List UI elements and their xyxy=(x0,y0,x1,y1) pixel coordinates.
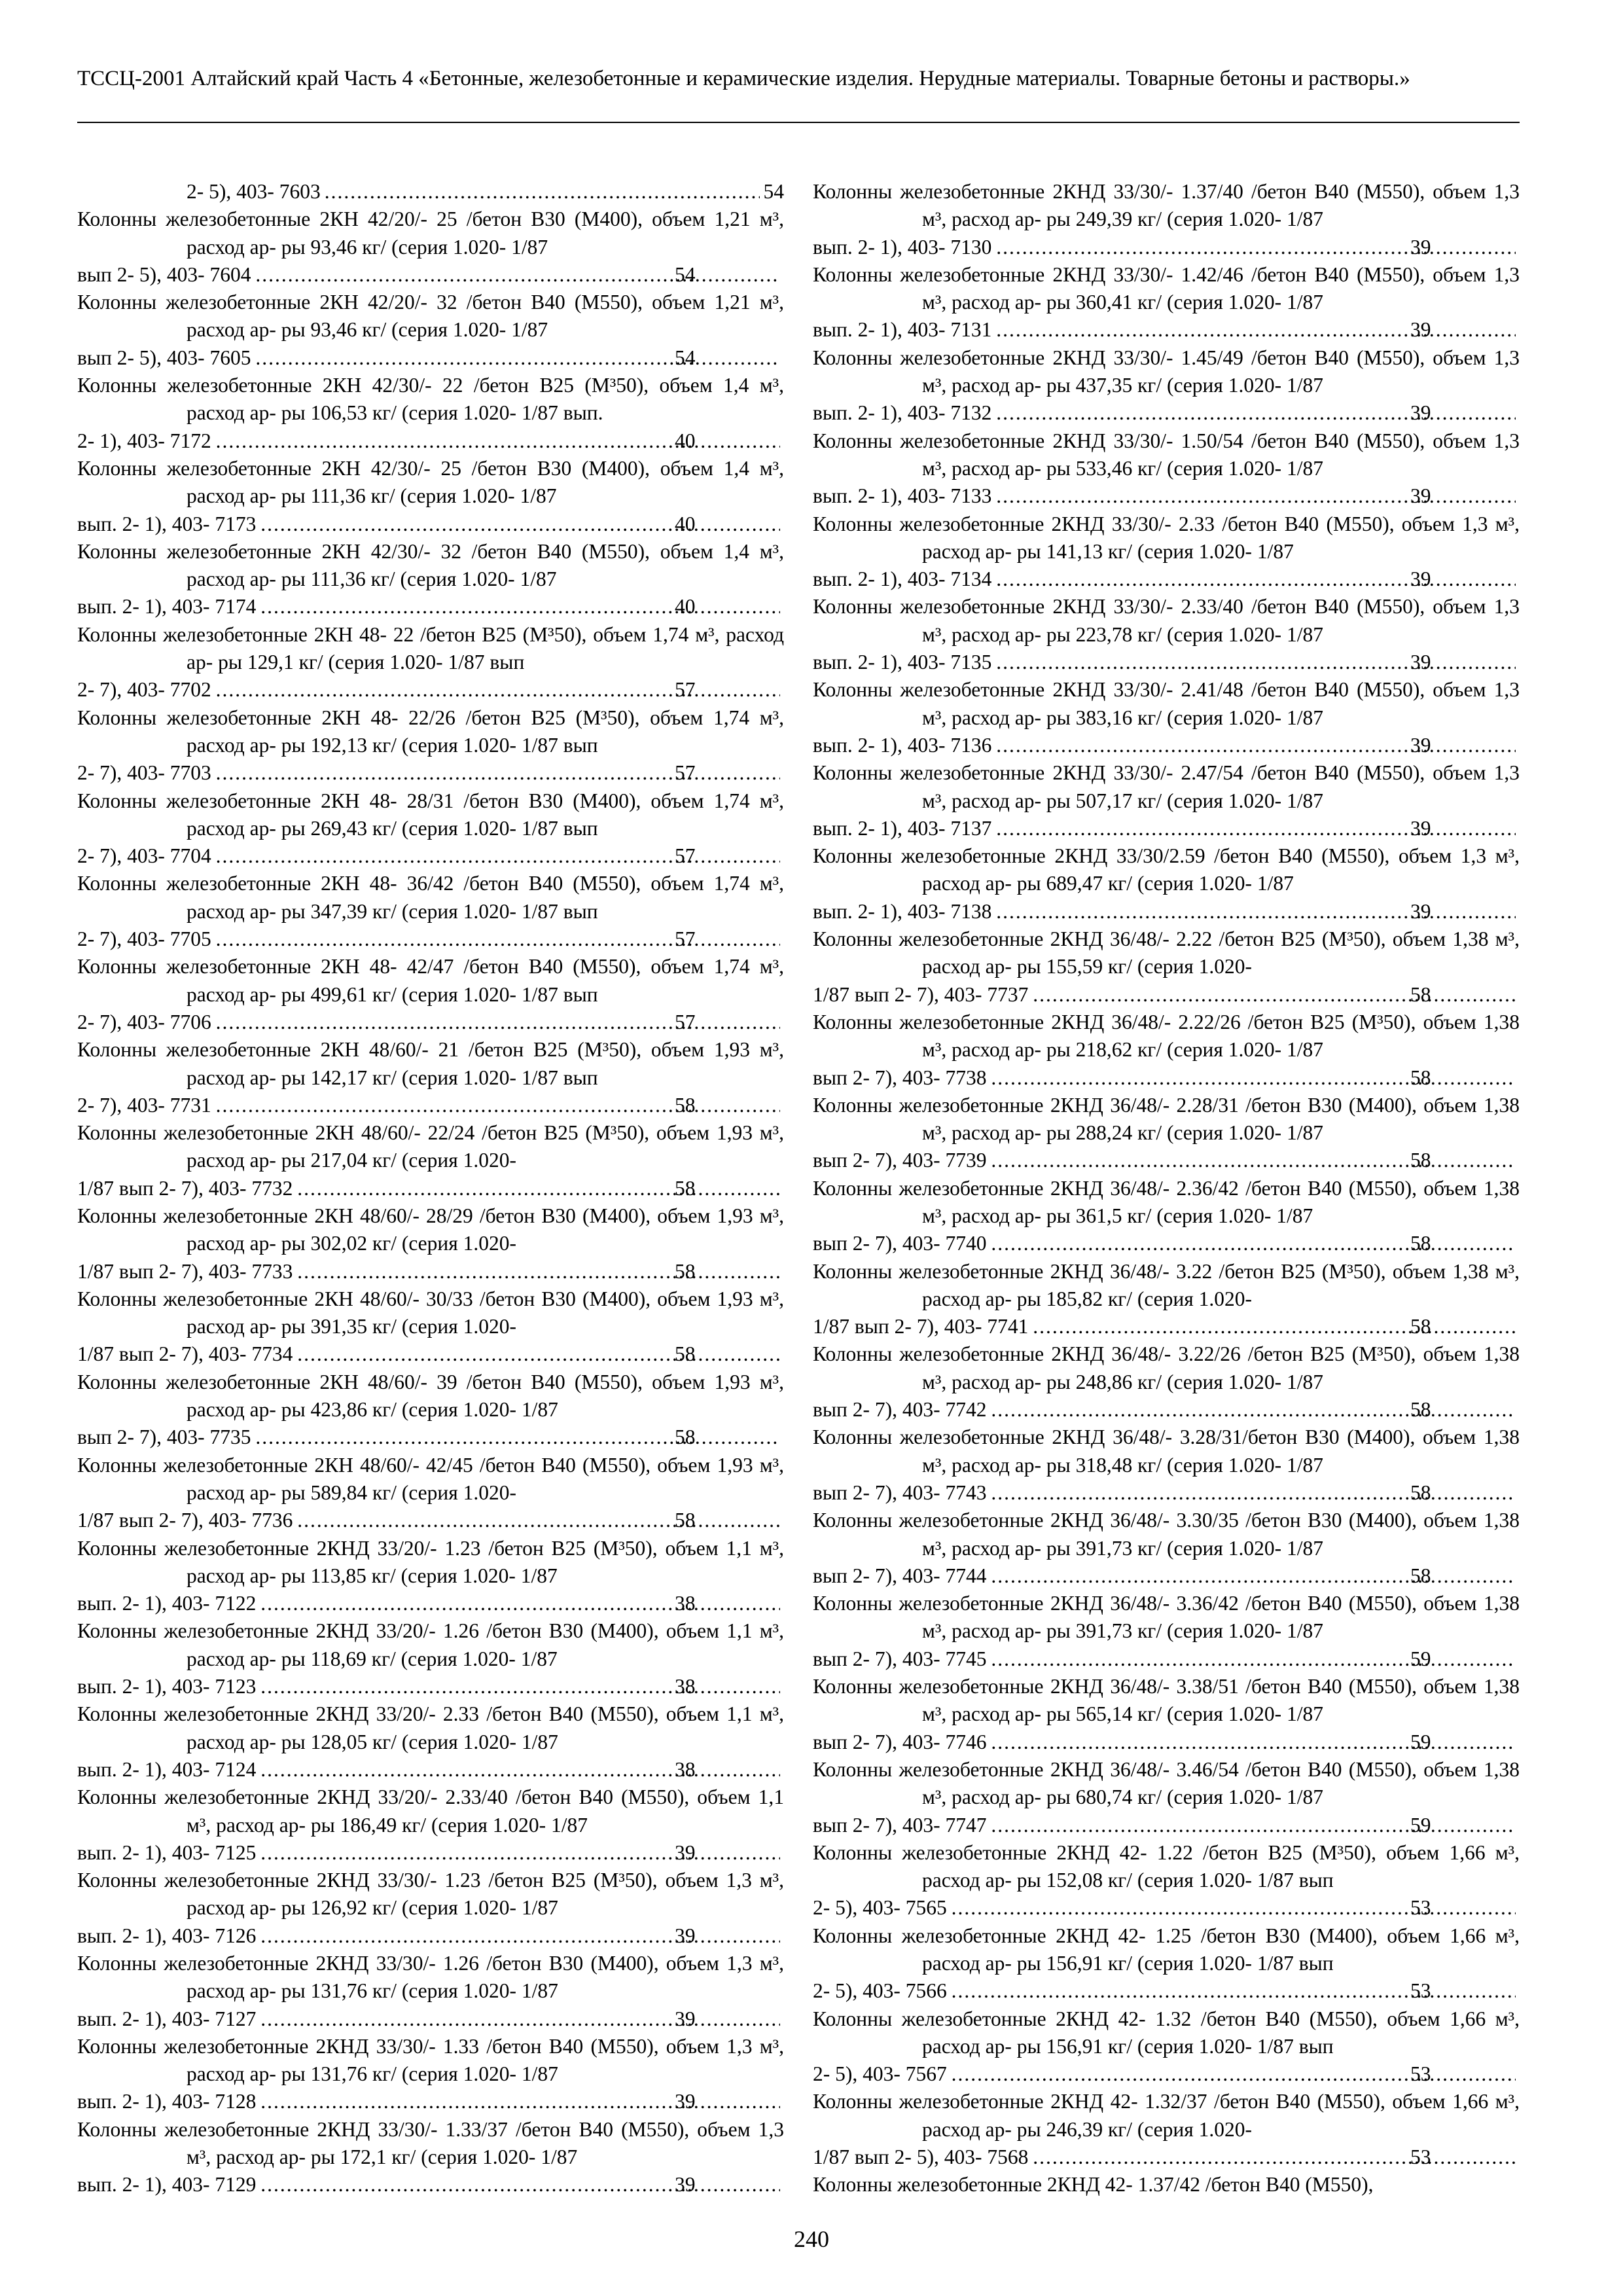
entry-reference: вып. 2- 1), 403- 7128 xyxy=(77,2090,257,2113)
dot-leader xyxy=(215,842,780,870)
dot-leader xyxy=(991,1064,1516,1092)
entry-text: Колонны железобетонные 2КН 42/30/- 32 /бетон В40 (М550), объем 1,4 м³, расход ар- ры 111,36 кг/ (серия 1.020- 1/87 xyxy=(77,539,784,591)
entry-reference: 2- 7), 403- 7704 xyxy=(77,844,211,868)
entry-reference: вып 2- 7), 403- 7747 xyxy=(813,1813,987,1837)
entry-reference-line: 2- 1), 403- 7172 ..... 40 xyxy=(187,427,784,455)
entry-reference-line: вып. 2- 1), 403- 7124 ..... 38 xyxy=(187,1756,784,1784)
entry-text: Колонны железобетонные 2КНД 33/30/- 2.33 /бетон В40 (М550), объем 1,3 м³, расход ар- ры 141,13 кг/ (серия 1.020- 1/87 xyxy=(813,512,1520,563)
index-entry xyxy=(813,2088,1520,2171)
entry-text: Колонны железобетонные 2КНД 42- 1.32 /бетон В40 (М550), объем 1,66 м³, расход ар- ры 156,91 кг/ (серия 1.020- 1/87 вып xyxy=(813,2007,1520,2058)
entry-reference-line: вып. 2- 1), 403- 7127 ..... 39 xyxy=(187,2005,784,2033)
index-entry xyxy=(813,511,1520,594)
dot-leader xyxy=(991,1812,1516,1839)
entry-text: Колонны железобетонные 2КНД 36/48/- 3.30/35 /бетон В30 (М400), объем 1,38 м³, расход ар- ры 391,73 кг/ (серия 1.020- 1/87 xyxy=(813,1509,1520,1560)
entry-reference-line: вып 2- 5), 403- 7604 ..... 54 xyxy=(187,261,784,289)
entry-reference: 2- 5), 403- 7565 xyxy=(813,1896,947,1920)
dot-leader xyxy=(995,482,1516,510)
index-entry xyxy=(813,842,1520,925)
index-entry xyxy=(813,1424,1520,1507)
index-entry xyxy=(77,870,784,953)
dot-leader xyxy=(995,732,1516,759)
dot-leader xyxy=(255,261,781,289)
dot-leader xyxy=(215,1009,780,1036)
entry-reference: вып. 2- 1), 403- 7132 xyxy=(813,401,992,425)
entry-text: Колонны железобетонные 2КН 48- 22/26 /бетон В25 (М³50), объем 1,74 м³, расход ар- ры 192,13 кг/ (серия 1.020- 1/87 вып xyxy=(77,706,784,757)
index-entry xyxy=(813,1258,1520,1341)
dot-leader xyxy=(260,1590,780,1617)
entry-reference: вып 2- 7), 403- 7735 xyxy=(77,1426,251,1449)
entry-text: Колонны железобетонные 2КНД 36/48/- 2.36/42 /бетон В40 (М550), объем 1,38 м³, расход ар- ры 361,5 кг/ (серия 1.020- 1/87 xyxy=(813,1176,1520,1227)
dot-leader xyxy=(995,649,1516,676)
index-column-right xyxy=(813,178,1520,2199)
entry-reference-line: 1/87 вып 2- 7), 403- 7734 ..... 58 xyxy=(187,1340,784,1368)
index-entry xyxy=(813,427,1520,511)
entry-text: Колонны железобетонные 2КНД 33/30/- 1.37/40 /бетон В40 (М550), объем 1,3 м³, расход ар- ры 249,39 кг/ (серия 1.020- 1/87 xyxy=(813,180,1520,231)
entry-reference: вып. 2- 1), 403- 7131 xyxy=(813,318,992,342)
dot-leader xyxy=(995,815,1516,842)
entry-reference-line: вып 2- 7), 403- 7744 ..... 58 xyxy=(922,1562,1520,1590)
entry-text: Колонны железобетонные 2КНД 33/20/- 2.33 /бетон В40 (М550), объем 1,1 м³, расход ар- ры 128,05 кг/ (серия 1.020- 1/87 xyxy=(77,1702,784,1753)
entry-reference-line: вып. 2- 1), 403- 7131 ..... 39 xyxy=(922,316,1520,344)
entry-reference: вып. 2- 1), 403- 7127 xyxy=(77,2007,257,2030)
entry-reference-line: 1/87 вып 2- 7), 403- 7733 ..... 58 xyxy=(187,1258,784,1285)
index-entry xyxy=(77,1036,784,1119)
dot-leader xyxy=(296,1340,780,1368)
dot-leader xyxy=(260,1922,780,1950)
dot-leader xyxy=(255,344,781,372)
dot-leader xyxy=(991,1396,1516,1424)
index-entry xyxy=(77,621,784,704)
index-entry xyxy=(77,1617,784,1700)
entry-text: Колонны железобетонные 2КНД 33/30/- 2.41/48 /бетон В40 (М550), объем 1,3 м³, расход ар- ры 383,16 кг/ (серия 1.020- 1/87 xyxy=(813,678,1520,729)
entry-reference-line: 2- 5), 403- 7566 ..... 53 xyxy=(922,1977,1520,2005)
entry-reference-line: вып 2- 7), 403- 7745 ..... 59 xyxy=(922,1645,1520,1673)
entry-reference: вып. 2- 1), 403- 7126 xyxy=(77,1924,257,1947)
entry-reference: вып. 2- 1), 403- 7129 xyxy=(77,2173,257,2197)
entry-text: Колонны железобетонные 2КН 48/60/- 39 /бетон В40 (М550), объем 1,93 м³, расход ар- ры 423,86 кг/ (серия 1.020- 1/87 xyxy=(77,1370,784,1422)
index-entry xyxy=(813,1756,1520,1839)
entry-text: Колонны железобетонные 2КНД 36/48/- 3.22/26 /бетон В25 (М³50), объем 1,38 м³, расход ар- ры 248,86 кг/ (серия 1.020- 1/87 xyxy=(813,1342,1520,1393)
entry-text: Колонны железобетонные 2КНД 36/48/- 3.22 /бетон В25 (М³50), объем 1,38 м³, расход ар- ры 185,82 кг/ (серия 1.020- xyxy=(813,1259,1520,1310)
entry-reference-line: вып. 2- 1), 403- 7122 ..... 38 xyxy=(187,1590,784,1617)
index-entry xyxy=(77,1285,784,1369)
entry-reference: вып. 2- 1), 403- 7124 xyxy=(77,1757,257,1781)
entry-reference-line: вып. 2- 1), 403- 7123 ..... 38 xyxy=(187,1673,784,1700)
index-entry xyxy=(813,1507,1520,1590)
index-entry xyxy=(77,1784,784,1867)
entry-text: Колонны железобетонные 2КН 42/30/- 25 /бетон В30 (М400), объем 1,4 м³, расход ар- ры 111,36 кг/ (серия 1.020- 1/87 xyxy=(77,456,784,508)
dot-leader xyxy=(995,898,1516,925)
page-header: ТССЦ-2001 Алтайский край Часть 4 «Бетонные, железобетонные и керамические изделия. Нерудные материалы. Товарные бетоны и растворы.» xyxy=(77,67,1410,90)
entry-reference: вып 2- 7), 403- 7743 xyxy=(813,1480,987,1504)
entry-reference-line: вып 2- 7), 403- 7735 ..... 58 xyxy=(187,1424,784,1451)
index-entry xyxy=(77,704,784,787)
entry-reference: вып. 2- 1), 403- 7134 xyxy=(813,567,992,591)
entry-reference: 2- 7), 403- 7731 xyxy=(77,1093,211,1117)
dot-leader xyxy=(260,2171,780,2198)
entry-reference: 2- 5), 403- 7566 xyxy=(813,1979,947,2003)
dot-leader xyxy=(296,1507,780,1534)
entry-reference: вып. 2- 1), 403- 7137 xyxy=(813,816,992,840)
entry-text: Колонны железобетонные 2КНД 42- 1.22 /бетон В25 (М³50), объем 1,66 м³, расход ар- ры 152,08 кг/ (серия 1.020- 1/87 вып xyxy=(813,1840,1520,1892)
dot-leader xyxy=(260,511,780,538)
entry-reference: вып 2- 5), 403- 7604 xyxy=(77,262,251,286)
dot-leader xyxy=(991,1729,1516,1756)
entry-text: Колонны железобетонные 2КНД 36/48/- 3.36/42 /бетон В40 (М550), объем 1,38 м³, расход ар- ры 391,73 кг/ (серия 1.020- 1/87 xyxy=(813,1592,1520,1643)
dot-leader xyxy=(215,427,780,455)
entry-text: Колонны железобетонные 2КНД 33/30/- 1.42/46 /бетон В40 (М550), объем 1,3 м³, расход ар- ры 360,41 кг/ (серия 1.020- 1/87 xyxy=(813,262,1520,314)
entry-reference: вып 2- 7), 403- 7742 xyxy=(813,1398,987,1422)
dot-leader xyxy=(260,2005,780,2033)
entry-reference-line: 1/87 вып 2- 7), 403- 7737 ..... 58 xyxy=(922,981,1520,1009)
index-entry xyxy=(813,759,1520,842)
entry-text: Колонны железобетонные 2КНД 33/30/- 1.33/37 /бетон В40 (М550), объем 1,3 м³, расход ар- ры 172,1 кг/ (серия 1.020- 1/87 xyxy=(77,2117,784,2169)
entry-reference: вып 2- 7), 403- 7744 xyxy=(813,1564,987,1587)
index-entry xyxy=(77,1119,784,1202)
index-entry xyxy=(77,1950,784,2033)
entry-reference-line: вып. 2- 1), 403- 7137 ..... 39 xyxy=(922,815,1520,842)
index-entry xyxy=(77,1700,784,1784)
entry-reference-line: вып. 2- 1), 403- 7138 ..... 39 xyxy=(922,898,1520,925)
index-entry xyxy=(813,925,1520,1009)
index-entry xyxy=(813,1009,1520,1092)
entry-reference-line: вып. 2- 1), 403- 7130 ..... 39 xyxy=(922,234,1520,261)
entry-text: Колонны железобетонные 2КНД 42- 1.32/37 /бетон В40 (М550), объем 1,66 м³, расход ар- ры 246,39 кг/ (серия 1.020- xyxy=(813,2090,1520,2141)
entry-reference: 2- 5), 403- 7567 xyxy=(813,2062,947,2086)
dot-leader xyxy=(991,1645,1516,1673)
dot-leader xyxy=(215,759,780,787)
entry-text: Колонны железобетонные 2КНД 36/48/- 2.22/26 /бетон В25 (М³50), объем 1,38 м³, расход ар- ры 218,62 кг/ (серия 1.020- 1/87 xyxy=(813,1010,1520,1062)
entry-reference: вып 2- 7), 403- 7746 xyxy=(813,1730,987,1753)
entry-reference-line: вып. 2- 1), 403- 7125 ..... 39 xyxy=(187,1839,784,1867)
dot-leader xyxy=(951,2060,1516,2088)
entry-reference: 2- 7), 403- 7706 xyxy=(77,1010,211,1033)
index-entry xyxy=(813,2005,1520,2089)
entry-reference: вып 2- 7), 403- 7740 xyxy=(813,1232,987,1255)
entry-reference-line: вып. 2- 1), 403- 7133 ..... 39 xyxy=(922,482,1520,510)
entry-text: Колонны железобетонные 2КНД 33/30/- 2.47/54 /бетон В40 (М550), объем 1,3 м³, расход ар- ры 507,17 кг/ (серия 1.020- 1/87 xyxy=(813,761,1520,812)
entry-reference-line: вып. 2- 1), 403- 7129 ..... 39 xyxy=(187,2171,784,2198)
dot-leader xyxy=(296,1258,780,1285)
entry-reference: 1/87 вып 2- 7), 403- 7733 xyxy=(77,1259,293,1283)
entry-reference: 1/87 вып 2- 7), 403- 7736 xyxy=(77,1509,293,1532)
entry-reference-line: 2- 7), 403- 7702 ..... 57 xyxy=(187,676,784,704)
entry-text: Колонны железобетонные 2КНД 36/48/- 2.28/31 /бетон В30 (М400), объем 1,38 м³, расход ар- ры 288,24 кг/ (серия 1.020- 1/87 xyxy=(813,1093,1520,1145)
entry-reference-line: вып. 2- 1), 403- 7173 ..... 40 xyxy=(187,511,784,538)
index-entry xyxy=(77,372,784,455)
dot-leader xyxy=(995,316,1516,344)
entry-text: Колонны железобетонные 2КНД 33/30/- 1.45/49 /бетон В40 (М550), объем 1,3 м³, расход ар- ры 437,35 кг/ (серия 1.020- 1/87 xyxy=(813,346,1520,397)
index-entry xyxy=(813,1590,1520,1673)
entry-reference: вып. 2- 1), 403- 7136 xyxy=(813,733,992,757)
entry-reference: 2- 5), 403- 7603 xyxy=(187,180,321,203)
entry-text: Колонны железобетонные 2КНД 42- 1.25 /бетон В30 (М400), объем 1,66 м³, расход ар- ры 156,91 кг/ (серия 1.020- 1/87 вып xyxy=(813,1924,1520,1975)
entry-reference: вып. 2- 1), 403- 7130 xyxy=(813,235,992,259)
entry-reference-line: 2- 7), 403- 7731 ..... 58 xyxy=(187,1092,784,1119)
entry-reference-line: вып 2- 7), 403- 7743 ..... 58 xyxy=(922,1479,1520,1507)
entry-reference: 1/87 вып 2- 7), 403- 7734 xyxy=(77,1342,293,1366)
entry-reference-line: вып. 2- 1), 403- 7136 ..... 39 xyxy=(922,732,1520,759)
dot-leader xyxy=(215,925,780,953)
dot-leader xyxy=(260,1839,780,1867)
index-entry xyxy=(77,1535,784,1618)
entry-reference-line: вып 2- 7), 403- 7740 ..... 58 xyxy=(922,1230,1520,1257)
entry-text: Колонны железобетонные 2КНД 36/48/- 3.46/54 /бетон В40 (М550), объем 1,38 м³, расход ар- ры 680,74 кг/ (серия 1.020- 1/87 xyxy=(813,1757,1520,1809)
index-entry xyxy=(813,1839,1520,1922)
dot-leader xyxy=(991,1147,1516,1174)
index-entry xyxy=(813,1673,1520,1756)
entry-reference-line: 2- 7), 403- 7704 ..... 57 xyxy=(187,842,784,870)
entry-text: Колонны железобетонные 2КНД 36/48/- 2.22 /бетон В25 (М³50), объем 1,38 м³, расход ар- ры 155,59 кг/ (серия 1.020- xyxy=(813,927,1520,978)
entry-reference: вып 2- 7), 403- 7739 xyxy=(813,1149,987,1172)
index-entry xyxy=(77,538,784,621)
dot-leader xyxy=(260,1756,780,1784)
entry-text: Колонны железобетонные 2КН 48- 42/47 /бетон В40 (М550), объем 1,74 м³, расход ар- ры 499,61 кг/ (серия 1.020- 1/87 вып xyxy=(77,955,784,1006)
entry-text: Колонны железобетонные 2КН 48- 28/31 /бетон В30 (М400), объем 1,74 м³, расход ар- ры 269,43 кг/ (серия 1.020- 1/87 вып xyxy=(77,789,784,840)
entry-text: Колонны железобетонные 2КН 42/20/- 25 /бетон В30 (М400), объем 1,21 м³, расход ар- ры 93,46 кг/ (серия 1.020- 1/87 xyxy=(77,207,784,259)
index-column-left xyxy=(77,178,784,2199)
index-entry xyxy=(77,455,784,538)
entry-reference-line: вып. 2- 1), 403- 7174 ..... 40 xyxy=(187,593,784,620)
index-entry xyxy=(813,1340,1520,1424)
index-entry xyxy=(813,344,1520,427)
entry-reference-line: вып. 2- 1), 403- 7128 ..... 39 xyxy=(187,2088,784,2115)
entry-text: Колонны железобетонные 2КНД 36/48/- 3.38/51 /бетон В40 (М550), объем 1,38 м³, расход ар- ры 565,14 кг/ (серия 1.020- 1/87 xyxy=(813,1675,1520,1726)
entry-text: Колонны железобетонные 2КНД 33/20/- 1.26 /бетон В30 (М400), объем 1,1 м³, расход ар- ры 118,69 кг/ (серия 1.020- 1/87 xyxy=(77,1619,784,1670)
entry-reference-line: 1/87 вып 2- 7), 403- 7736 ..... 58 xyxy=(187,1507,784,1534)
entry-reference-line: 1/87 вып 2- 7), 403- 7732 ..... 58 xyxy=(187,1175,784,1202)
index-entry xyxy=(813,593,1520,676)
entry-reference-line: 2- 5), 403- 7565 ..... 53 xyxy=(922,1894,1520,1922)
entry-reference-line: 1/87 вып 2- 5), 403- 7568 ..... 53 xyxy=(922,2144,1520,2171)
page-number: 240 xyxy=(794,2226,829,2252)
entry-reference-line: 2- 7), 403- 7705 ..... 57 xyxy=(187,925,784,953)
entry-reference: 1/87 вып 2- 7), 403- 7737 xyxy=(813,982,1029,1006)
entry-page-number: 54 xyxy=(763,180,784,203)
entry-text: Колонны железобетонные 2КН 48- 22 /бетон В25 (М³50), объем 1,74 м³, расход ар- ры 129,1 кг/ (серия 1.020- 1/87 вып xyxy=(77,622,784,674)
index-entry xyxy=(77,2116,784,2199)
entry-reference: 2- 7), 403- 7702 xyxy=(77,678,211,702)
dot-leader xyxy=(1032,981,1516,1009)
entry-reference: вып 2- 7), 403- 7745 xyxy=(813,1647,987,1670)
entry-reference-line: вып. 2- 1), 403- 7135 ..... 39 xyxy=(922,649,1520,676)
entry-text: Колонны железобетонные 2КНД 33/20/- 1.23 /бетон В25 (М³50), объем 1,1 м³, расход ар- ры 113,85 кг/ (серия 1.020- 1/87 xyxy=(77,1536,784,1587)
dot-leader xyxy=(995,399,1516,427)
index-entry xyxy=(813,178,1520,261)
entry-reference: вып 2- 7), 403- 7738 xyxy=(813,1066,987,1089)
index-entry xyxy=(77,787,784,870)
index-entry xyxy=(813,2171,1520,2198)
entry-text: Колонны железобетонные 2КН 42/20/- 32 /бетон В40 (М550), объем 1,21 м³, расход ар- ры 93,46 кг/ (серия 1.020- 1/87 xyxy=(77,291,784,342)
entry-text: Колонны железобетонные 2КН 42/30/- 22 /бетон В25 (М³50), объем 1,4 м³, расход ар- ры 106,53 кг/ (серия 1.020- 1/87 вып. xyxy=(77,374,784,425)
dot-leader xyxy=(991,1230,1516,1257)
dot-leader xyxy=(325,178,760,206)
entry-reference: вып. 2- 1), 403- 7125 xyxy=(77,1840,257,1864)
index-entry xyxy=(77,289,784,372)
entry-reference-line: вып 2- 7), 403- 7742 ..... 58 xyxy=(922,1396,1520,1424)
index-entry xyxy=(77,2033,784,2116)
dot-leader xyxy=(215,1092,780,1119)
entry-reference: вып. 2- 1), 403- 7174 xyxy=(77,595,257,619)
index-entry xyxy=(813,676,1520,759)
dot-leader xyxy=(255,1424,781,1451)
index-entry xyxy=(813,1175,1520,1258)
entry-reference-line: вып. 2- 1), 403- 7132 ..... 39 xyxy=(922,399,1520,427)
entry-text: Колонны железобетонные 2КН 48/60/- 42/45 /бетон В40 (М550), объем 1,93 м³, расход ар- ры 589,84 кг/ (серия 1.020- xyxy=(77,1453,784,1504)
entry-reference: 1/87 вып 2- 7), 403- 7741 xyxy=(813,1315,1029,1338)
entry-reference-line: вып. 2- 1), 403- 7134 ..... 39 xyxy=(922,565,1520,593)
index-entry xyxy=(77,1452,784,1535)
entry-text: Колонны железобетонные 2КН 48/60/- 22/24 /бетон В25 (М³50), объем 1,93 м³, расход ар- ры 217,04 кг/ (серия 1.020- xyxy=(77,1121,784,1172)
entry-reference-line: вып 2- 5), 403- 7605 ..... 54 xyxy=(187,344,784,372)
entry-reference-line: 1/87 вып 2- 7), 403- 7741 ..... 58 xyxy=(922,1313,1520,1340)
entry-reference-line: вып 2- 7), 403- 7739 ..... 58 xyxy=(922,1147,1520,1174)
entry-reference: 1/87 вып 2- 7), 403- 7732 xyxy=(77,1176,293,1200)
entry-text: Колонны железобетонные 2КНД 33/30/- 1.23 /бетон В25 (М³50), объем 1,3 м³, расход ар- ры 126,92 кг/ (серия 1.020- 1/87 xyxy=(77,1869,784,1920)
entry-text: Колонны железобетонные 2КНД 33/30/- 1.26 /бетон В30 (М400), объем 1,3 м³, расход ар- ры 131,76 кг/ (серия 1.020- 1/87 xyxy=(77,1952,784,2003)
entry-reference-line: 2- 7), 403- 7703 ..... 57 xyxy=(187,759,784,787)
index-entry xyxy=(77,953,784,1036)
entry-reference: вып. 2- 1), 403- 7133 xyxy=(813,484,992,508)
dot-leader xyxy=(296,1175,780,1202)
dot-leader xyxy=(991,1562,1516,1590)
entry-reference: вып 2- 5), 403- 7605 xyxy=(77,346,251,369)
entry-reference: вып. 2- 1), 403- 7135 xyxy=(813,651,992,674)
entry-text: Колонны железобетонные 2КН 48/60/- 28/29 /бетон В30 (М400), объем 1,93 м³, расход ар- ры 302,02 кг/ (серия 1.020- xyxy=(77,1204,784,1255)
index-entry xyxy=(77,178,784,206)
dot-leader xyxy=(1032,2144,1516,2171)
dot-leader xyxy=(260,593,780,620)
entry-reference-line: 2- 5), 403- 7567 ..... 53 xyxy=(922,2060,1520,2088)
entry-text: Колонны железобетонные 2КН 48/60/- 30/33 /бетон В30 (М400), объем 1,93 м³, расход ар- ры 391,35 кг/ (серия 1.020- xyxy=(77,1287,784,1338)
entry-text: Колонны железобетонные 2КНД 33/30/- 1.50/54 /бетон В40 (М550), объем 1,3 м³, расход ар- ры 533,46 кг/ (серия 1.020- 1/87 xyxy=(813,429,1520,480)
entry-reference-line: вып 2- 7), 403- 7738 ..... 58 xyxy=(922,1064,1520,1092)
entry-text: Колонны железобетонные 2КНД 33/30/- 1.33 /бетон В40 (М550), объем 1,3 м³, расход ар- ры 131,76 кг/ (серия 1.020- 1/87 xyxy=(77,2034,784,2086)
entry-reference-line: вып 2- 7), 403- 7747 ..... 59 xyxy=(922,1812,1520,1839)
entry-text: Колонны железобетонные 2КН 48/60/- 21 /бетон В25 (М³50), объем 1,93 м³, расход ар- ры 142,17 кг/ (серия 1.020- 1/87 вып xyxy=(77,1038,784,1089)
entry-reference: 2- 7), 403- 7703 xyxy=(77,761,211,785)
index-entry xyxy=(77,206,784,289)
index-entry xyxy=(813,1922,1520,2005)
entry-reference: вып. 2- 1), 403- 7173 xyxy=(77,512,257,535)
entry-reference-line: 2- 7), 403- 7706 ..... 57 xyxy=(187,1009,784,1036)
entry-text: Колонны железобетонные 2КНД 33/30/- 2.33/40 /бетон В40 (М550), объем 1,3 м³, расход ар- ры 223,78 кг/ (серия 1.020- 1/87 xyxy=(813,595,1520,646)
entry-reference: 2- 7), 403- 7705 xyxy=(77,927,211,951)
dot-leader xyxy=(951,1977,1516,2005)
dot-leader xyxy=(260,1673,780,1700)
entry-reference: 1/87 вып 2- 5), 403- 7568 xyxy=(813,2145,1029,2169)
entry-text: Колонны железобетонные 2КН 48- 36/42 /бетон В40 (М550), объем 1,74 м³, расход ар- ры 347,39 кг/ (серия 1.020- 1/87 вып xyxy=(77,872,784,923)
entry-text: Колонны железобетонные 2КНД 33/20/- 2.33/40 /бетон В40 (М550), объем 1,1 м³, расход ар- ры 186,49 кг/ (серия 1.020- 1/87 xyxy=(77,1785,784,1837)
dot-leader xyxy=(260,2088,780,2115)
entry-reference: вып. 2- 1), 403- 7122 xyxy=(77,1592,257,1615)
index-entry xyxy=(813,1092,1520,1175)
entry-reference: вып. 2- 1), 403- 7138 xyxy=(813,899,992,923)
dot-leader xyxy=(215,676,780,704)
index-entry xyxy=(77,1369,784,1452)
index-entry xyxy=(813,261,1520,344)
entry-reference-line xyxy=(187,178,784,206)
dot-leader xyxy=(991,1479,1516,1507)
entry-text: Колонны железобетонные 2КНД 36/48/- 3.28/31/бетон В30 (М400), объем 1,38 м³, расход ар- ры 318,48 кг/ (серия 1.020- 1/87 xyxy=(813,1426,1520,1477)
dot-leader xyxy=(995,234,1516,261)
entry-text: Колонны железобетонные 2КНД 33/30/2.59 /бетон В40 (М550), объем 1,3 м³, расход ар- ры 689,47 кг/ (серия 1.020- 1/87 xyxy=(813,844,1520,895)
index-entry xyxy=(77,1202,784,1285)
entry-reference-line: вып. 2- 1), 403- 7126 ..... 39 xyxy=(187,1922,784,1950)
entry-reference: вып. 2- 1), 403- 7123 xyxy=(77,1675,257,1698)
entry-reference-line: вып 2- 7), 403- 7746 ..... 59 xyxy=(922,1729,1520,1756)
dot-leader xyxy=(995,565,1516,593)
dot-leader xyxy=(951,1894,1516,1922)
entry-reference: 2- 1), 403- 7172 xyxy=(77,429,211,452)
dot-leader xyxy=(1032,1313,1516,1340)
header-divider xyxy=(77,122,1520,123)
index-entry xyxy=(77,1867,784,1950)
entry-text: Колонны железобетонные 2КНД 42- 1.37/42 /бетон В40 (М550), xyxy=(813,2173,1374,2197)
